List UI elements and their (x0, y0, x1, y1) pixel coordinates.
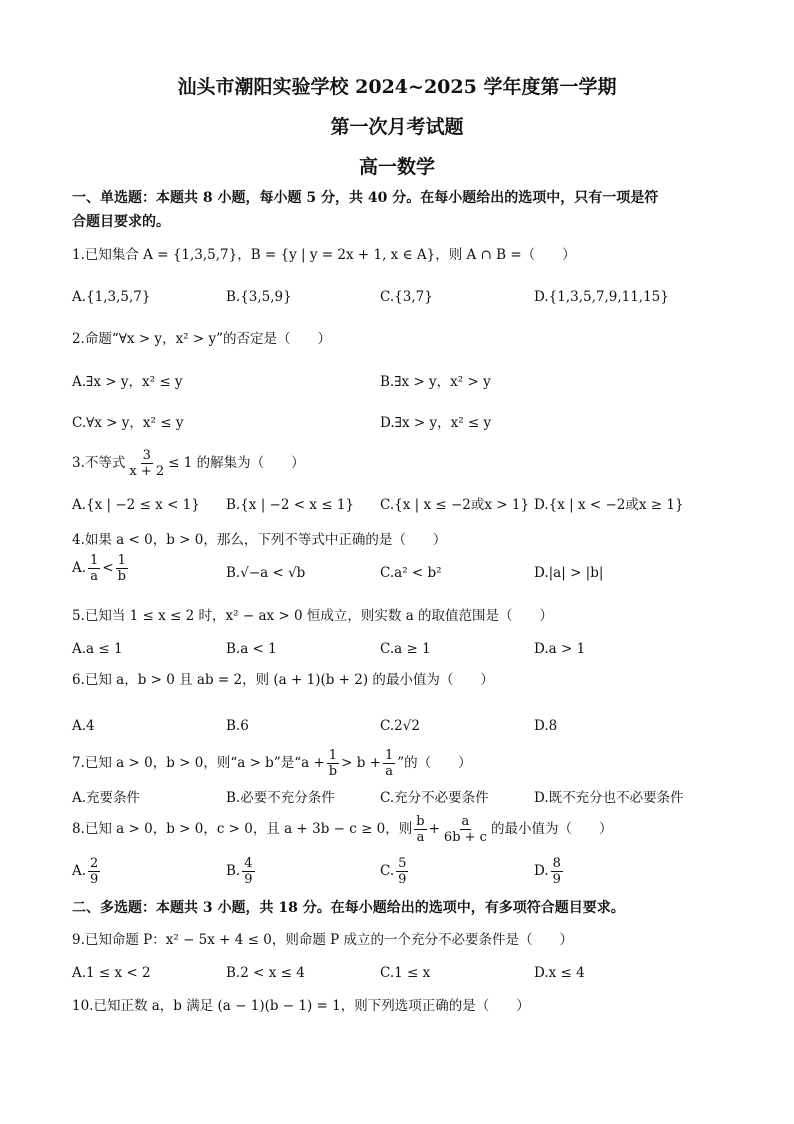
question-1-stem: 1.已知集合 A = {1,3,5,7}，B = {y | y = 2x + 1, x ∈ A}，则 A ∩ B =（ ） (72, 247, 576, 263)
q8-fraction-2-denominator: 6b + c (443, 830, 487, 845)
q7-fraction-2-denominator: a (385, 764, 393, 779)
q8-option-a (72, 856, 102, 887)
q8-option-b-numerator: 4 (244, 856, 253, 871)
q3-stem-suffix: ≤ 1 的解集为（ ） (168, 455, 305, 471)
q6-option-a: A.4 (72, 718, 95, 734)
q6-option-d: D.8 (534, 718, 558, 734)
q2-option-d: D.∃x > y，x² ≤ y (380, 415, 492, 431)
q4-fraction-2 (116, 553, 128, 584)
q4-fraction-2-numerator: 1 (117, 553, 126, 568)
q4-option-a-label: A. (72, 560, 87, 576)
q8-option-b-fraction (242, 856, 254, 887)
q3-fraction-numerator: 3 (142, 448, 151, 463)
question-3-stem (72, 448, 305, 479)
q1-option-c: C.{3,7} (380, 289, 433, 305)
q4-option-d: D.|a| > |b| (534, 565, 604, 581)
q2-option-c: C.∀x > y，x² ≤ y (72, 415, 184, 431)
q5-option-d: D.a > 1 (534, 641, 586, 657)
q3-option-c: C.{x | x ≤ −2或x > 1} (380, 497, 530, 513)
question-9-stem: 9.已知命题 P：x² − 5x + 4 ≤ 0，则命题 P 成立的一个充分不必要条件是（ ） (72, 932, 574, 948)
q4-fraction-1-denominator: a (90, 569, 99, 584)
q7-stem-prefix: 7.已知 a > 0，b > 0，则“a > b”是“a + (72, 755, 325, 771)
question-4-stem: 4.如果 a < 0，b > 0，那么，下列不等式中正确的是（ ） (72, 532, 447, 548)
q7-fraction-2-numerator: 1 (384, 748, 394, 763)
q8-stem-prefix: 8.已知 a > 0，b > 0，c > 0，且 a + 3b − c ≥ 0，则 (72, 821, 413, 837)
q8-fraction-1 (414, 814, 426, 845)
q7-fraction-1-denominator: b (328, 764, 338, 779)
q5-option-b: B.a < 1 (226, 641, 277, 657)
question-6-stem: 6.已知 a，b > 0 且 ab = 2，则 (a + 1)(b + 2) 的最小值为（ ） (72, 672, 494, 688)
q8-option-c-denominator: 9 (398, 872, 407, 887)
q7-fraction-2 (383, 748, 395, 779)
q8-option-d-numerator: 8 (552, 856, 561, 871)
q7-option-a: A.充要条件 (72, 790, 141, 806)
q8-option-c-numerator: 5 (398, 856, 407, 871)
q4-option-b: B.√−a < √b (226, 565, 306, 581)
q9-option-a: A.1 ≤ x < 2 (72, 965, 151, 981)
q7-fraction-1 (327, 748, 339, 779)
q7-stem-middle: > b + (341, 755, 381, 771)
q8-option-c (380, 856, 410, 887)
q7-option-c: C.充分不必要条件 (380, 790, 489, 806)
q8-fraction-2 (442, 814, 489, 845)
q3-fraction (127, 448, 166, 479)
question-7-stem (72, 748, 472, 779)
q4-option-a-operator: < (102, 560, 114, 576)
q8-option-d-denominator: 9 (552, 872, 561, 887)
q8-option-a-fraction (88, 856, 100, 887)
q1-option-d: D.{1,3,5,7,9,11,15} (534, 289, 669, 305)
school-title: 汕头市潮阳实验学校 2024~2025 学年度第一学期 (177, 76, 617, 98)
section-1-line-2: 合题目要求的。 (72, 214, 170, 230)
q7-fraction-1-numerator: 1 (328, 748, 338, 763)
q4-fraction-1 (88, 553, 100, 584)
question-8-stem (72, 814, 612, 845)
q3-option-b: B.{x | −2 < x ≤ 1} (226, 497, 355, 513)
q1-option-b: B.{3,5,9} (226, 289, 292, 305)
q8-option-c-label: C. (380, 863, 395, 879)
exam-title: 第一次月考试题 (330, 116, 464, 138)
q8-option-a-numerator: 2 (90, 856, 99, 871)
q4-option-c: C.a² < b² (380, 565, 442, 581)
question-10-stem: 10.已知正数 a，b 满足 (a − 1)(b − 1) = 1，则下列选项正确的是（ ） (72, 998, 530, 1014)
q5-option-a: A.a ≤ 1 (72, 641, 123, 657)
subject-title: 高一数学 (358, 156, 435, 178)
q2-option-b: B.∃x > y，x² > y (380, 374, 491, 390)
q4-fraction-2-denominator: b (117, 569, 126, 584)
q3-stem-prefix: 3.不等式 (72, 455, 126, 471)
q8-option-a-denominator: 9 (90, 872, 99, 887)
q8-option-b-label: B. (226, 863, 241, 879)
section-1-heading (72, 186, 732, 234)
q8-option-d (534, 856, 565, 887)
q6-option-c: C.2√2 (380, 718, 420, 734)
q8-stem-middle: + (428, 821, 440, 837)
q7-option-b: B.必要不充分条件 (226, 790, 335, 806)
question-2-stem: 2.命题“∀x > y，x² > y”的否定是（ ） (72, 331, 332, 347)
q8-stem-suffix: 的最小值为（ ） (490, 821, 613, 837)
question-5-stem: 5.已知当 1 ≤ x ≤ 2 时，x² − ax > 0 恒成立，则实数 a 的取值范围是（ ） (72, 608, 554, 624)
q5-option-c: C.a ≥ 1 (380, 641, 431, 657)
q7-option-d: D.既不充分也不必要条件 (534, 790, 684, 806)
q8-option-d-label: D. (534, 863, 549, 879)
q8-option-d-fraction (551, 856, 563, 887)
section-2-heading: 二、多选题：本题共 3 小题，共 18 分。在每小题给出的选项中，有多项符合题目要求。 (72, 900, 625, 916)
q9-option-b: B.2 < x ≤ 4 (226, 965, 305, 981)
q8-option-a-label: A. (72, 863, 87, 879)
q4-fraction-1-numerator: 1 (90, 553, 99, 568)
q3-fraction-denominator: x + 2 (129, 464, 165, 479)
q8-option-c-fraction (396, 856, 408, 887)
q7-stem-suffix: ”的（ ） (397, 755, 472, 771)
q9-option-d: D.x ≤ 4 (534, 965, 585, 981)
q8-fraction-2-numerator: a (461, 814, 470, 829)
q3-option-d: D.{x | x < −2或x ≥ 1} (534, 497, 684, 513)
q8-option-b (226, 856, 257, 887)
section-1-line-1: 一、单选题：本题共 8 小题，每小题 5 分，共 40 分。在每小题给出的选项中，只有一项是符 (72, 190, 659, 206)
q9-option-c: C.1 ≤ x (380, 965, 431, 981)
q8-fraction-1-numerator: b (416, 814, 425, 829)
q8-fraction-1-denominator: a (416, 830, 425, 845)
q1-option-a: A.{1,3,5,7} (72, 289, 151, 305)
q6-option-b: B.6 (226, 718, 249, 734)
q2-option-a: A.∃x > y，x² ≤ y (72, 374, 183, 390)
q4-option-a (72, 553, 130, 584)
q8-option-b-denominator: 9 (244, 872, 253, 887)
q3-option-a: A.{x | −2 ≤ x < 1} (72, 497, 200, 513)
